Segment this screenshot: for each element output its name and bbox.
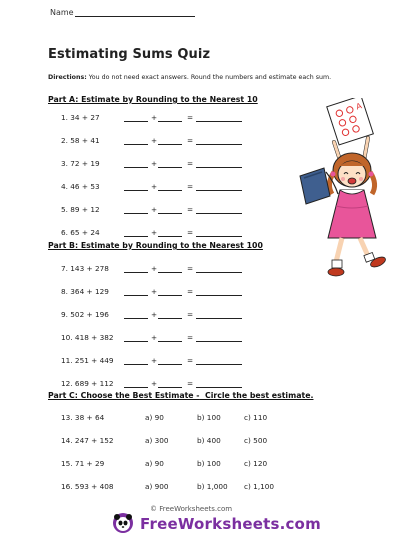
part-c-heading — [48, 391, 313, 400]
rounded-addend-1-blank[interactable] — [124, 272, 148, 273]
part-c-heading-emphasis: best estimate — [249, 391, 311, 400]
problem-label: 2. 58 + 41 — [61, 136, 100, 145]
problem-label: 9. 502 + 196 — [61, 310, 109, 319]
choice-b[interactable]: b) 400 — [197, 436, 221, 445]
choice-c[interactable]: c) 120 — [244, 459, 268, 468]
plus-sign: + — [151, 356, 158, 365]
directions-text: You do not need exact answers. Round the numbers and estimate each sum. — [88, 74, 332, 81]
choice-a[interactable]: a) 90 — [145, 413, 164, 422]
plus-sign: + — [151, 136, 158, 145]
panda-logo-icon — [112, 512, 134, 534]
rounded-addend-2-blank[interactable] — [158, 387, 182, 388]
directions-label: Directions: — [48, 74, 87, 81]
choice-b[interactable]: b) 100 — [197, 413, 221, 422]
problem-label: 3. 72 + 19 — [61, 159, 100, 168]
rounded-addend-1-blank[interactable] — [124, 318, 148, 319]
rounded-addend-1-blank[interactable] — [124, 144, 148, 145]
footer-copyright: © FreeWorksheets.com — [150, 505, 233, 513]
choice-a[interactable]: a) 900 — [145, 482, 169, 491]
worksheet-title: Estimating Sums Quiz — [48, 47, 211, 62]
equals-sign: = — [187, 159, 194, 168]
problem-label: 6. 65 + 24 — [61, 228, 100, 237]
estimate-answer-blank[interactable] — [196, 213, 242, 214]
part-b-heading: Part B: Estimate by Rounding to the Nearest 100 — [48, 241, 263, 250]
part-c-heading-end: . — [310, 391, 314, 400]
rounded-addend-2-blank[interactable] — [158, 318, 182, 319]
equals-sign: = — [187, 182, 194, 191]
rounded-addend-1-blank[interactable] — [124, 387, 148, 388]
problem-label: 5. 89 + 12 — [61, 205, 100, 214]
equals-sign: = — [187, 310, 194, 319]
estimate-answer-blank[interactable] — [196, 236, 242, 237]
estimate-answer-blank[interactable] — [196, 295, 242, 296]
estimate-answer-blank[interactable] — [196, 190, 242, 191]
directions — [48, 74, 331, 81]
problem-label: 7. 143 + 278 — [61, 264, 109, 273]
rounded-addend-2-blank[interactable] — [158, 295, 182, 296]
estimate-answer-blank[interactable] — [196, 364, 242, 365]
rounded-addend-2-blank[interactable] — [158, 213, 182, 214]
problem-label: 10. 418 + 382 — [61, 333, 114, 342]
equals-sign: = — [187, 205, 194, 214]
plus-sign: + — [151, 113, 158, 122]
equals-sign: = — [187, 228, 194, 237]
problem-label: 11. 251 + 449 — [61, 356, 114, 365]
problem-label: 1. 34 + 27 — [61, 113, 100, 122]
part-c-heading-instruction: Circle the — [205, 391, 248, 400]
rounded-addend-2-blank[interactable] — [158, 121, 182, 122]
part-a-heading: Part A: Estimate by Rounding to the Nearest 10 — [48, 95, 258, 104]
plus-sign: + — [151, 264, 158, 273]
plus-sign: + — [151, 228, 158, 237]
svg-text:A: A — [354, 101, 363, 112]
rounded-addend-2-blank[interactable] — [158, 144, 182, 145]
equals-sign: = — [187, 113, 194, 122]
estimate-answer-blank[interactable] — [196, 144, 242, 145]
choice-a[interactable]: a) 300 — [145, 436, 169, 445]
estimate-answer-blank[interactable] — [196, 121, 242, 122]
choice-c[interactable]: c) 1,100 — [244, 482, 275, 491]
estimate-answer-blank[interactable] — [196, 167, 242, 168]
problem-label: 8. 364 + 129 — [61, 287, 109, 296]
equals-sign: = — [187, 287, 194, 296]
part-c-heading-title: Part C: Choose the Best Estimate - — [48, 391, 200, 400]
rounded-addend-1-blank[interactable] — [124, 190, 148, 191]
equals-sign: = — [187, 264, 194, 273]
estimate-answer-blank[interactable] — [196, 318, 242, 319]
plus-sign: + — [151, 310, 158, 319]
problem-label: 15. 71 + 29 — [61, 459, 105, 468]
girl-with-test-illustration — [296, 98, 408, 280]
choice-a[interactable]: a) 90 — [145, 459, 164, 468]
rounded-addend-2-blank[interactable] — [158, 272, 182, 273]
rounded-addend-1-blank[interactable] — [124, 236, 148, 237]
problem-label: 13. 38 + 64 — [61, 413, 105, 422]
rounded-addend-2-blank[interactable] — [158, 236, 182, 237]
problem-label: 4. 46 + 53 — [61, 182, 100, 191]
rounded-addend-1-blank[interactable] — [124, 295, 148, 296]
estimate-answer-blank[interactable] — [196, 387, 242, 388]
plus-sign: + — [151, 287, 158, 296]
choice-c[interactable]: c) 110 — [244, 413, 268, 422]
plus-sign: + — [151, 379, 158, 388]
choice-b[interactable]: b) 100 — [197, 459, 221, 468]
rounded-addend-1-blank[interactable] — [124, 213, 148, 214]
problem-label: 16. 593 + 408 — [61, 482, 114, 491]
problem-label: 14. 247 + 152 — [61, 436, 114, 445]
rounded-addend-2-blank[interactable] — [158, 190, 182, 191]
rounded-addend-2-blank[interactable] — [158, 364, 182, 365]
rounded-addend-1-blank[interactable] — [124, 364, 148, 365]
equals-sign: = — [187, 333, 194, 342]
rounded-addend-2-blank[interactable] — [158, 341, 182, 342]
rounded-addend-1-blank[interactable] — [124, 341, 148, 342]
name-field[interactable] — [75, 16, 195, 17]
equals-sign: = — [187, 356, 194, 365]
choice-c[interactable]: c) 500 — [244, 436, 268, 445]
estimate-answer-blank[interactable] — [196, 272, 242, 273]
plus-sign: + — [151, 182, 158, 191]
rounded-addend-2-blank[interactable] — [158, 167, 182, 168]
footer-brand[interactable]: FreeWorksheets.com — [140, 515, 321, 533]
equals-sign: = — [187, 136, 194, 145]
choice-b[interactable]: b) 1,000 — [197, 482, 228, 491]
plus-sign: + — [151, 205, 158, 214]
problem-label: 12. 689 + 112 — [61, 379, 114, 388]
estimate-answer-blank[interactable] — [196, 341, 242, 342]
plus-sign: + — [151, 159, 158, 168]
plus-sign: + — [151, 333, 158, 342]
rounded-addend-1-blank[interactable] — [124, 121, 148, 122]
equals-sign: = — [187, 379, 194, 388]
name-label: Name — [50, 8, 74, 17]
rounded-addend-1-blank[interactable] — [124, 167, 148, 168]
